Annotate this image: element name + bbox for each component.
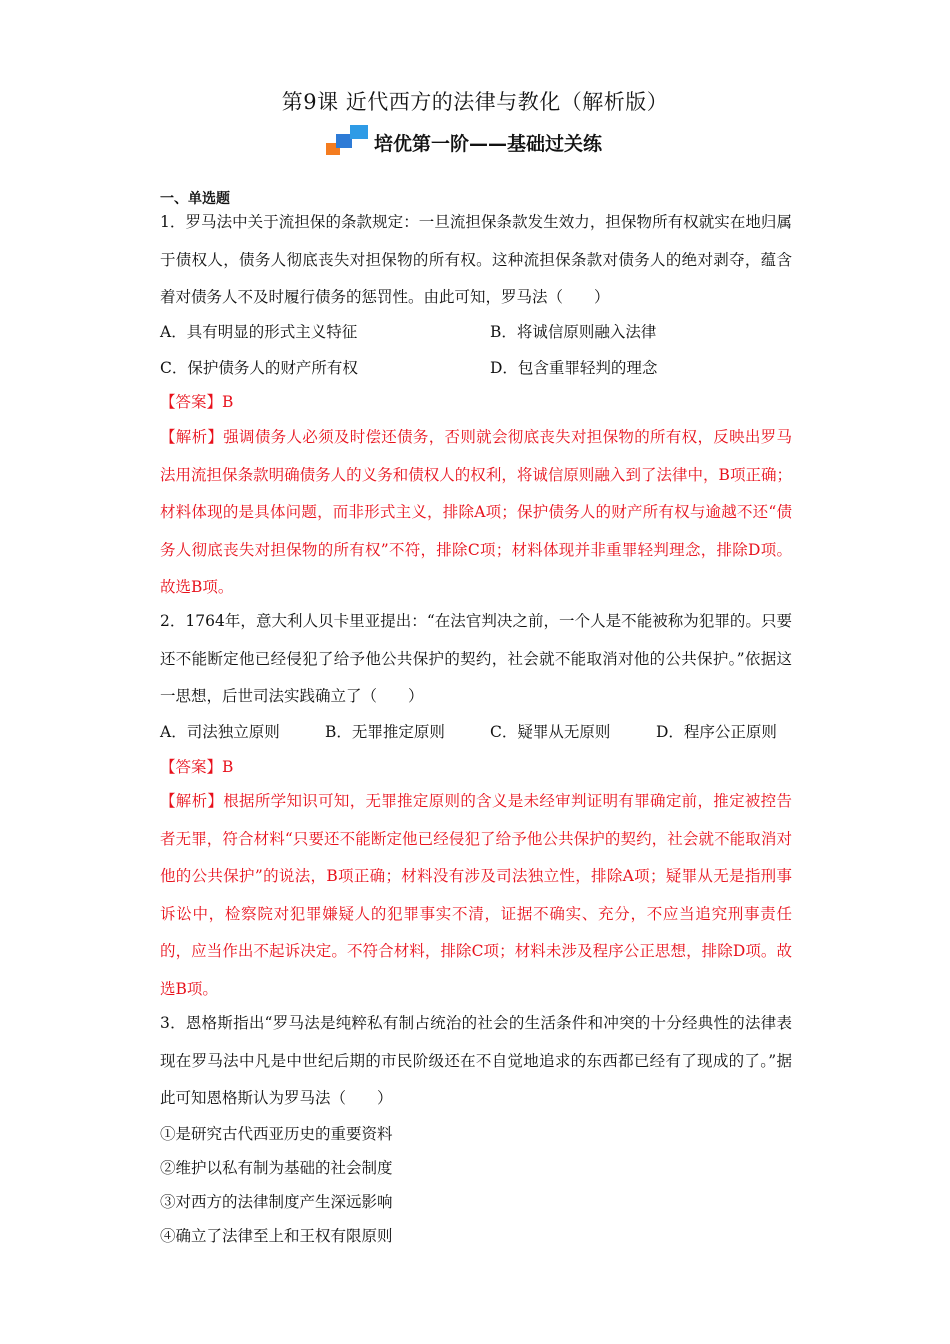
question-3-stem: 3．恩格斯指出“罗马法是纯粹私有制占统治的社会的生活条件和冲突的十分经典性的法律表现在罗马法中凡是中世纪后期的市民阶级还在不自觉地追求的东西都已经有了现成的了。”据此可知恩格斯认为罗马法（ ） — [160, 1014, 792, 1108]
question-2-analysis: 【解析】根据所学知识可知，无罪推定原则的含义是未经审判证明有罪确定前，推定被控告者无罪，符合材料“只要还不能断定他已经侵犯了给予他公共保护的契约，社会就不能取消对他的公共保护”的说法，B项正确；材料没有涉及司法独立性，排除A项；疑罪从无是指刑事诉讼中，检察院对犯罪嫌疑人的犯罪事实不清，证据不确实、充分，不应当追究刑事责任的，应当作出不起诉决定。不符合材料，排除C项；材料未涉及程序公正思想，排除D项。故选B项。 — [160, 792, 792, 998]
question-1-answer: 【答案】B — [160, 393, 234, 411]
section-heading: 一、单选题 — [160, 191, 230, 207]
question-2-stem: 2．1764年，意大利人贝卡里亚提出：“在法官判决之前，一个人是不能被称为犯罪的。只要还不能断定他已经侵犯了给予他公共保护的契约，社会就不能取消对他的公共保护。”依据这一思想，后世司法实践确立了（ ） — [160, 612, 792, 706]
question-1-option-b: B．将诚信原则融入法律 — [490, 323, 657, 341]
question-3-item-1: ①是研究古代西亚历史的重要资料 — [160, 1125, 393, 1143]
stairs-icon — [326, 125, 370, 159]
question-2-option-b: B．无罪推定原则 — [325, 723, 445, 741]
question-1-option-c: C．保护债务人的财产所有权 — [160, 359, 358, 377]
question-1-option-d: D．包含重罪轻判的理念 — [490, 359, 658, 377]
question-3-item-3: ③对西方的法律制度产生深远影响 — [160, 1193, 393, 1211]
stage-title: 培优第一阶——基础过关练 — [374, 132, 603, 155]
stage-banner — [326, 124, 602, 160]
question-3-item-2: ②维护以私有制为基础的社会制度 — [160, 1159, 393, 1177]
question-1-option-a: A．具有明显的形式主义特征 — [160, 323, 358, 341]
question-1-stem: 1．罗马法中关于流担保的条款规定：一旦流担保条款发生效力，担保物所有权就实在地归属于债权人，债务人彻底丧失对担保物的所有权。这种流担保条款对债务人的绝对剥夺，蕴含着对债务人不及时履行债务的惩罚性。由此可知，罗马法（ ） — [160, 213, 792, 307]
question-2-option-a: A．司法独立原则 — [160, 723, 280, 741]
question-2-option-d: D．程序公正原则 — [656, 723, 777, 741]
question-1-analysis: 【解析】强调债务人必须及时偿还债务，否则就会彻底丧失对担保物的所有权，反映出罗马法用流担保条款明确债务人的义务和债权人的权利，将诚信原则融入到了法律中，B项正确；材料体现的是具体问题，而非形式主义，排除A项；保护债务人的财产所有权与逾越不还“债务人彻底丧失对担保物的所有权”不符，排除C项；材料体现并非重罪轻判理念，排除D项。故选B项。 — [160, 428, 792, 597]
question-2-option-c: C．疑罪从无原则 — [490, 723, 611, 741]
document-title: 第9课 近代西方的法律与教化（解析版） — [281, 90, 669, 114]
question-2-answer: 【答案】B — [160, 758, 234, 776]
question-3-item-4: ④确立了法律至上和王权有限原则 — [160, 1227, 393, 1245]
